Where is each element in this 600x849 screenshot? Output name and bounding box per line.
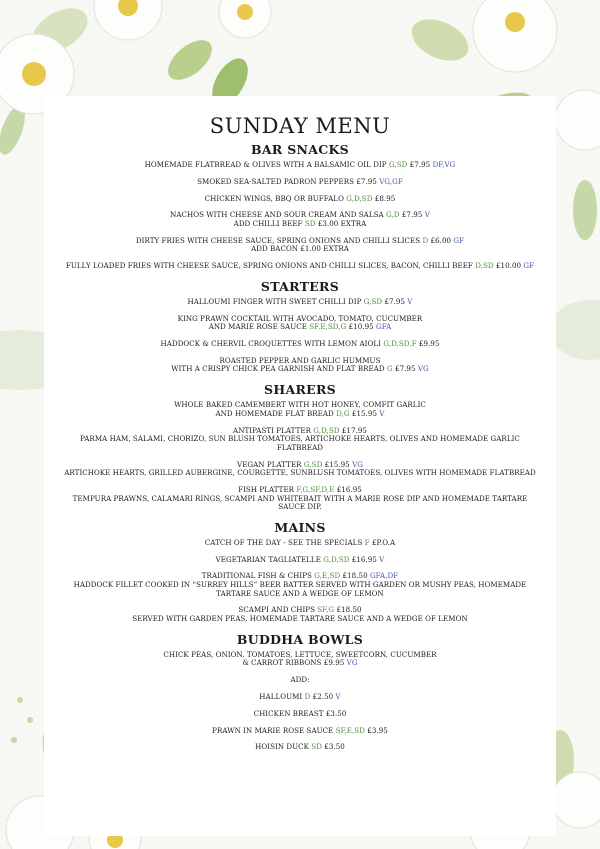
menu-section — [60, 632, 540, 752]
item-price: £9.95 — [418, 339, 440, 349]
dietary-codes: V — [407, 296, 413, 306]
dietary-codes: VG,GF — [379, 176, 403, 186]
allergen-codes: SF,E,SD — [335, 725, 365, 735]
item-price: £10.00 — [495, 261, 522, 271]
item-description: ARTICHOKE HEARTS, GRILLED AUBERGINE, COURGETTE, SUNBLUSH TOMATOES, OLIVES WITH HOMEMADE FLATBREAD — [64, 468, 536, 478]
addon-name: ADD BACON £1.00 EXTRA — [251, 244, 349, 254]
item-description: SERVED WITH GARDEN PEAS, HOMEMADE TARTARE SAUCE AND A WEDGE OF LEMON — [132, 614, 468, 623]
item-price: £17.95 — [341, 425, 367, 435]
menu-item — [60, 486, 540, 512]
item-name: WITH A CRISPY CHICK PEA GARNISH AND FLAT BREAD — [171, 364, 385, 374]
menu-item — [60, 401, 540, 418]
item-name: HALLOUMI FINGER WITH SWEET CHILLI DIP — [187, 296, 362, 306]
allergen-codes: D,SD — [475, 261, 494, 271]
item-price: £10.95 — [348, 322, 374, 332]
dietary-codes: VG — [417, 364, 429, 374]
menu-item — [60, 195, 540, 204]
item-description: CHICK PEAS, ONION, TOMATOES, LETTUCE, SWEETCORN, CUCUMBER — [163, 649, 437, 659]
item-price: £8.95 — [374, 193, 396, 203]
item-name: HOMEMADE FLATBREAD & OLIVES WITH A BALSAMIC OIL DIP — [144, 160, 387, 169]
dietary-codes: DF,VG — [432, 160, 456, 169]
menu-item — [60, 572, 540, 598]
item-name: CHICKEN BREAST — [253, 708, 324, 718]
menu-item — [60, 211, 540, 228]
menu-item — [60, 298, 540, 307]
allergen-codes: G — [386, 364, 393, 374]
allergen-codes: G,D — [386, 210, 400, 220]
item-line — [60, 410, 540, 419]
allergen-codes: SF,E,SD,G — [309, 322, 347, 332]
item-line — [60, 676, 540, 685]
allergen-codes: F — [364, 537, 370, 547]
item-name: & CARROT RIBBONS — [242, 658, 322, 668]
item-addon — [60, 245, 540, 254]
allergen-codes: G,D,SD — [313, 425, 340, 435]
menu-item — [60, 427, 540, 453]
menu-item — [60, 461, 540, 478]
section-title: SHARERS — [264, 382, 336, 398]
item-price: £2.50 — [312, 691, 334, 701]
menu-item — [60, 727, 540, 736]
dietary-codes: VG — [352, 459, 363, 469]
page-title: SUNDAY MENU — [209, 114, 391, 138]
menu-section — [60, 382, 540, 512]
item-line — [60, 262, 540, 271]
item-price: £9.95 — [323, 658, 345, 668]
item-description: WHOLE BAKED CAMEMBERT WITH HOT HONEY, COMFIT GARLIC — [174, 400, 426, 410]
item-name: CHICKEN WINGS, BBQ OR BUFFALO — [204, 193, 344, 203]
item-name: AND MARIE ROSE SAUCE — [208, 322, 307, 332]
item-line — [60, 298, 540, 307]
dietary-codes: VG — [346, 658, 358, 668]
item-name: VEGAN PLATTER — [237, 459, 302, 469]
menu-item — [60, 340, 540, 349]
menu-item — [60, 161, 540, 170]
item-price: £15.95 — [324, 459, 350, 469]
menu-item — [60, 315, 540, 332]
item-price: £7.95 — [395, 364, 416, 374]
item-name: ADD: — [290, 675, 310, 685]
item-line — [60, 743, 540, 752]
item-description: HADDOCK FILLET COOKED IN “SURREY HILLS” BEER BATTER SERVED WITH GARDEN OR MUSHY PEAS, HOMEMADE TARTARE SAUCE AND A WEDGE OF LEMON — [73, 580, 527, 598]
dietary-codes: GF — [523, 261, 535, 271]
allergen-codes: G,SD — [363, 296, 383, 306]
item-price: £15.95 — [351, 408, 378, 418]
item-name: NACHOS WITH CHEESE AND SOUR CREAM AND SALSA — [170, 210, 384, 220]
item-price: £16.95 — [351, 554, 377, 564]
dietary-codes: V — [379, 408, 385, 418]
item-name: AND HOMEMADE FLAT BREAD — [215, 408, 334, 418]
item-line — [60, 195, 540, 204]
menu-item — [60, 178, 540, 187]
item-price: £18.50 — [342, 571, 368, 581]
menu-item — [60, 556, 540, 565]
allergen-codes: SF,G — [317, 605, 335, 615]
item-name: SMOKED SEA-SALTED PADRON PEPPERS — [197, 176, 355, 186]
allergen-codes: G,SD — [303, 459, 323, 469]
menu-section — [60, 279, 540, 374]
menu-item — [60, 693, 540, 702]
dietary-codes: V — [335, 691, 341, 701]
dietary-codes: V — [379, 554, 385, 564]
item-line — [60, 178, 540, 187]
section-title: BAR SNACKS — [251, 142, 349, 157]
item-name: HOISIN DUCK — [255, 742, 310, 752]
allergen-codes: G,D,SD,F — [383, 339, 417, 349]
item-name: FISH PLATTER — [238, 484, 295, 494]
item-line — [60, 727, 540, 736]
item-line — [60, 365, 540, 374]
item-line — [60, 710, 540, 719]
item-price: £P.O.A — [371, 537, 396, 547]
item-price: £7.95 — [384, 296, 406, 306]
item-description: PARMA HAM, SALAMI, CHORIZO, SUN BLUSH TOMATOES, ARTICHOKE HEARTS, OLIVES AND HOMEMADE GARLIC FLATBREAD — [80, 434, 520, 452]
item-price: £6.00 — [430, 235, 452, 245]
item-name: TRADITIONAL FISH & CHIPS — [201, 571, 312, 581]
addon-name: ADD CHILLI BEEF — [233, 218, 303, 228]
item-line — [60, 340, 540, 349]
dietary-codes: GFA,DF — [369, 571, 399, 581]
item-name: HADDOCK & CHERVIL CROQUETTES WITH LEMON AIOLI — [160, 339, 382, 349]
section-title: BUDDHA BOWLS — [236, 631, 364, 647]
item-name: CATCH OF THE DAY - SEE THE SPECIALS — [204, 537, 363, 547]
item-line — [60, 556, 540, 565]
menu-item — [60, 710, 540, 719]
item-price: £7.95 — [401, 210, 423, 220]
menu-item — [60, 237, 540, 254]
item-description: TEMPURA PRAWNS, CALAMARI RINGS, SCAMPI AND WHITEBAIT WITH A MARIE ROSE DIP AND HOMEMADE TARTARE SAUCE DIP. — [72, 493, 528, 512]
item-price: £16.95 — [336, 484, 362, 494]
item-line — [60, 323, 540, 332]
menu-item — [60, 262, 540, 271]
allergen-codes: G,D,SD — [346, 193, 373, 203]
menu-item — [60, 743, 540, 752]
menu-item — [60, 676, 540, 685]
menu-section — [60, 142, 540, 271]
item-line — [60, 539, 540, 548]
item-name: HALLOUMI — [259, 691, 305, 701]
section-title: STARTERS — [260, 278, 340, 294]
item-line — [60, 161, 540, 170]
menu-content — [60, 114, 540, 760]
dietary-codes: V — [424, 210, 430, 220]
item-description: ROASTED PEPPER AND GARLIC HUMMUS — [219, 355, 381, 365]
allergen-codes: SD — [304, 218, 316, 228]
item-price: £7.95 — [356, 176, 377, 186]
dietary-codes: GF — [453, 235, 465, 245]
item-name: VEGETARIAN TAGLIATELLE — [215, 554, 321, 564]
item-addon — [60, 220, 540, 229]
allergen-codes: D — [304, 691, 311, 701]
menu-section — [60, 520, 540, 624]
item-name: FULLY LOADED FRIES WITH CHEESE SAUCE, SPRING ONIONS AND CHILLI SLICES, BACON, CHILLI BEEF — [65, 261, 473, 271]
menu-item — [60, 357, 540, 374]
allergen-codes: D,G — [336, 408, 350, 418]
allergen-codes: D — [422, 235, 429, 245]
item-price: £3.50 — [325, 708, 347, 718]
item-description: KING PRAWN COCKTAIL WITH AVOCADO, TOMATO, CUCUMBER — [177, 313, 423, 323]
addon-price: £3.00 EXTRA — [317, 218, 367, 228]
item-line — [60, 659, 540, 668]
item-name: SCAMPI AND CHIPS — [238, 605, 316, 615]
item-price: £7.95 — [409, 160, 431, 169]
menu-item — [60, 606, 540, 623]
allergen-codes: G,SD — [388, 160, 408, 169]
item-name: PRAWN IN MARIE ROSE SAUCE — [212, 725, 334, 735]
menu-item — [60, 651, 540, 668]
section-title: MAINS — [274, 519, 326, 535]
item-name: ANTIPASTI PLATTER — [233, 425, 311, 435]
item-price: £3.50 — [324, 742, 345, 752]
item-name: DIRTY FRIES WITH CHEESE SAUCE, SPRING ONIONS AND CHILLI SLICES — [135, 235, 421, 245]
menu-item — [60, 539, 540, 548]
item-line — [60, 693, 540, 702]
item-price: £3.95 — [367, 725, 388, 735]
dietary-codes: GFA — [376, 322, 392, 332]
item-price: £18.50 — [336, 605, 362, 615]
allergen-codes: G,D,SD — [323, 554, 350, 564]
allergen-codes: SD — [311, 742, 322, 752]
allergen-codes: G,E,SD — [314, 571, 341, 581]
allergen-codes: F,G,SF,D,E — [296, 484, 335, 494]
